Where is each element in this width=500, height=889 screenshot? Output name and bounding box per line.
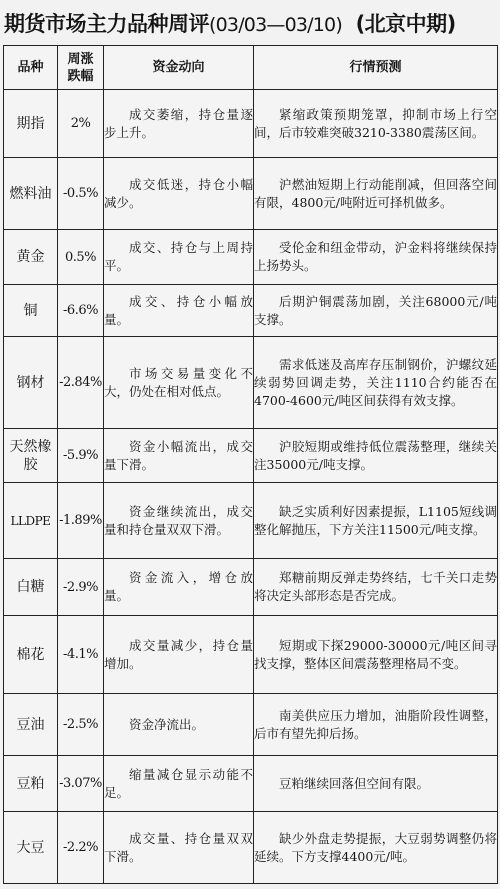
cell-variety: LLDPE: [4, 483, 58, 559]
cell-variety: 铜: [4, 285, 58, 337]
table-row: [4, 694, 498, 756]
cell-forecast: 郑糖前期反弹走势终结，七千关口走势将决定头部形态是否完成。: [254, 559, 498, 616]
cell-variety: 钢材: [4, 337, 58, 429]
cell-capital-flow: 市场交易量变化不大，仍处在相对低点。: [104, 337, 254, 429]
cell-variety: 黄金: [4, 230, 58, 285]
cell-capital-flow: 成交量减少，持仓量增加。: [104, 616, 254, 694]
cell-change: -0.5%: [58, 158, 104, 230]
table-row: [4, 429, 498, 483]
cell-forecast: 紧缩政策预期笼罩，抑制市场上行空间，后市较难突破3210-3380震荡区间。: [254, 90, 498, 158]
header-weekly-change-label: 周涨跌幅: [67, 51, 94, 84]
cell-variety: 燃料油: [4, 158, 58, 230]
cell-change: -4.1%: [58, 616, 104, 694]
table-row: [4, 230, 498, 285]
table-row: [4, 285, 498, 337]
cell-variety: 豆粕: [4, 756, 58, 812]
cell-capital-flow: 资金继续流出，成交量和持仓量双双下滑。: [104, 483, 254, 559]
cell-variety: 豆油: [4, 694, 58, 756]
table-row: [4, 756, 498, 812]
cell-forecast: 沪胶短期或维持低位震荡整理，继续关注35000元/吨支撑。: [254, 429, 498, 483]
title-source: (北京中期): [355, 12, 456, 36]
cell-capital-flow: 成交量、持仓量双双下滑。: [104, 812, 254, 884]
cell-forecast: 缺乏实质利好因素提振，L1105短线调整化解抛压，下方关注11500元/吨支撑。: [254, 483, 498, 559]
table-row: [4, 90, 498, 158]
header-variety: 品种: [4, 46, 58, 90]
table-row: [4, 158, 498, 230]
cell-forecast: 沪燃油短期上行动能削减，但回落空间有限，4800元/吨附近可择机做多。: [254, 158, 498, 230]
table-header-row: [4, 46, 498, 90]
table-row: [4, 559, 498, 616]
header-forecast: 行情预测: [254, 46, 498, 90]
cell-variety: 期指: [4, 90, 58, 158]
cell-capital-flow: 成交、持仓小幅放量。: [104, 285, 254, 337]
table-row: [4, 616, 498, 694]
cell-variety: 天然橡胶: [4, 429, 58, 483]
header-weekly-change: [58, 46, 104, 90]
table-row: [4, 337, 498, 429]
title-main: 期货市场主力品种周评: [4, 12, 209, 36]
cell-change: -5.9%: [58, 429, 104, 483]
cell-forecast: 需求低迷及高库存压制钢价，沪螺纹延续弱势回调走势，关注1110合约能否在4700-4600元/吨区间获得有效支撑。: [254, 337, 498, 429]
cell-forecast: 短期或下探29000-30000元/吨区间寻找支撑，整体区间震荡整理格局不变。: [254, 616, 498, 694]
cell-capital-flow: 缩量减仓显示动能不足。: [104, 756, 254, 812]
cell-change: -3.07%: [58, 756, 104, 812]
cell-capital-flow: 成交、持仓与上周持平。: [104, 230, 254, 285]
cell-capital-flow: 成交低迷，持仓小幅减少。: [104, 158, 254, 230]
cell-change: -1.89%: [58, 483, 104, 559]
cell-variety: 大豆: [4, 812, 58, 884]
cell-capital-flow: 资金流入，增仓放量。: [104, 559, 254, 616]
cell-change: -2.84%: [58, 337, 104, 429]
cell-capital-flow: 资金净流出。: [104, 694, 254, 756]
cell-change: -2.5%: [58, 694, 104, 756]
cell-change: 2%: [58, 90, 104, 158]
table-row: [4, 483, 498, 559]
futures-weekly-review-table: [3, 45, 498, 884]
cell-change: -6.6%: [58, 285, 104, 337]
cell-change: -2.9%: [58, 559, 104, 616]
title-date-range: (03/03—03/10): [209, 14, 342, 36]
cell-forecast: 受伦金和纽金带动，沪金料将继续保持上扬势头。: [254, 230, 498, 285]
document-title: [4, 6, 498, 42]
header-capital-flow: 资金动向: [104, 46, 254, 90]
cell-variety: 白糖: [4, 559, 58, 616]
cell-forecast: 缺少外盘走势提振，大豆弱势调整仍将延续。下方支撑4400元/吨。: [254, 812, 498, 884]
table-row: [4, 812, 498, 884]
cell-forecast: 豆粕继续回落但空间有限。: [254, 756, 498, 812]
cell-forecast: 南美供应压力增加，油脂阶段性调整，后市有望先抑后扬。: [254, 694, 498, 756]
cell-variety: 棉花: [4, 616, 58, 694]
cell-change: 0.5%: [58, 230, 104, 285]
cell-capital-flow: 成交萎缩，持仓量逐步上升。: [104, 90, 254, 158]
cell-forecast: 后期沪铜震荡加剧，关注68000元/吨支撑。: [254, 285, 498, 337]
cell-capital-flow: 资金小幅流出，成交量下滑。: [104, 429, 254, 483]
cell-change: -2.2%: [58, 812, 104, 884]
